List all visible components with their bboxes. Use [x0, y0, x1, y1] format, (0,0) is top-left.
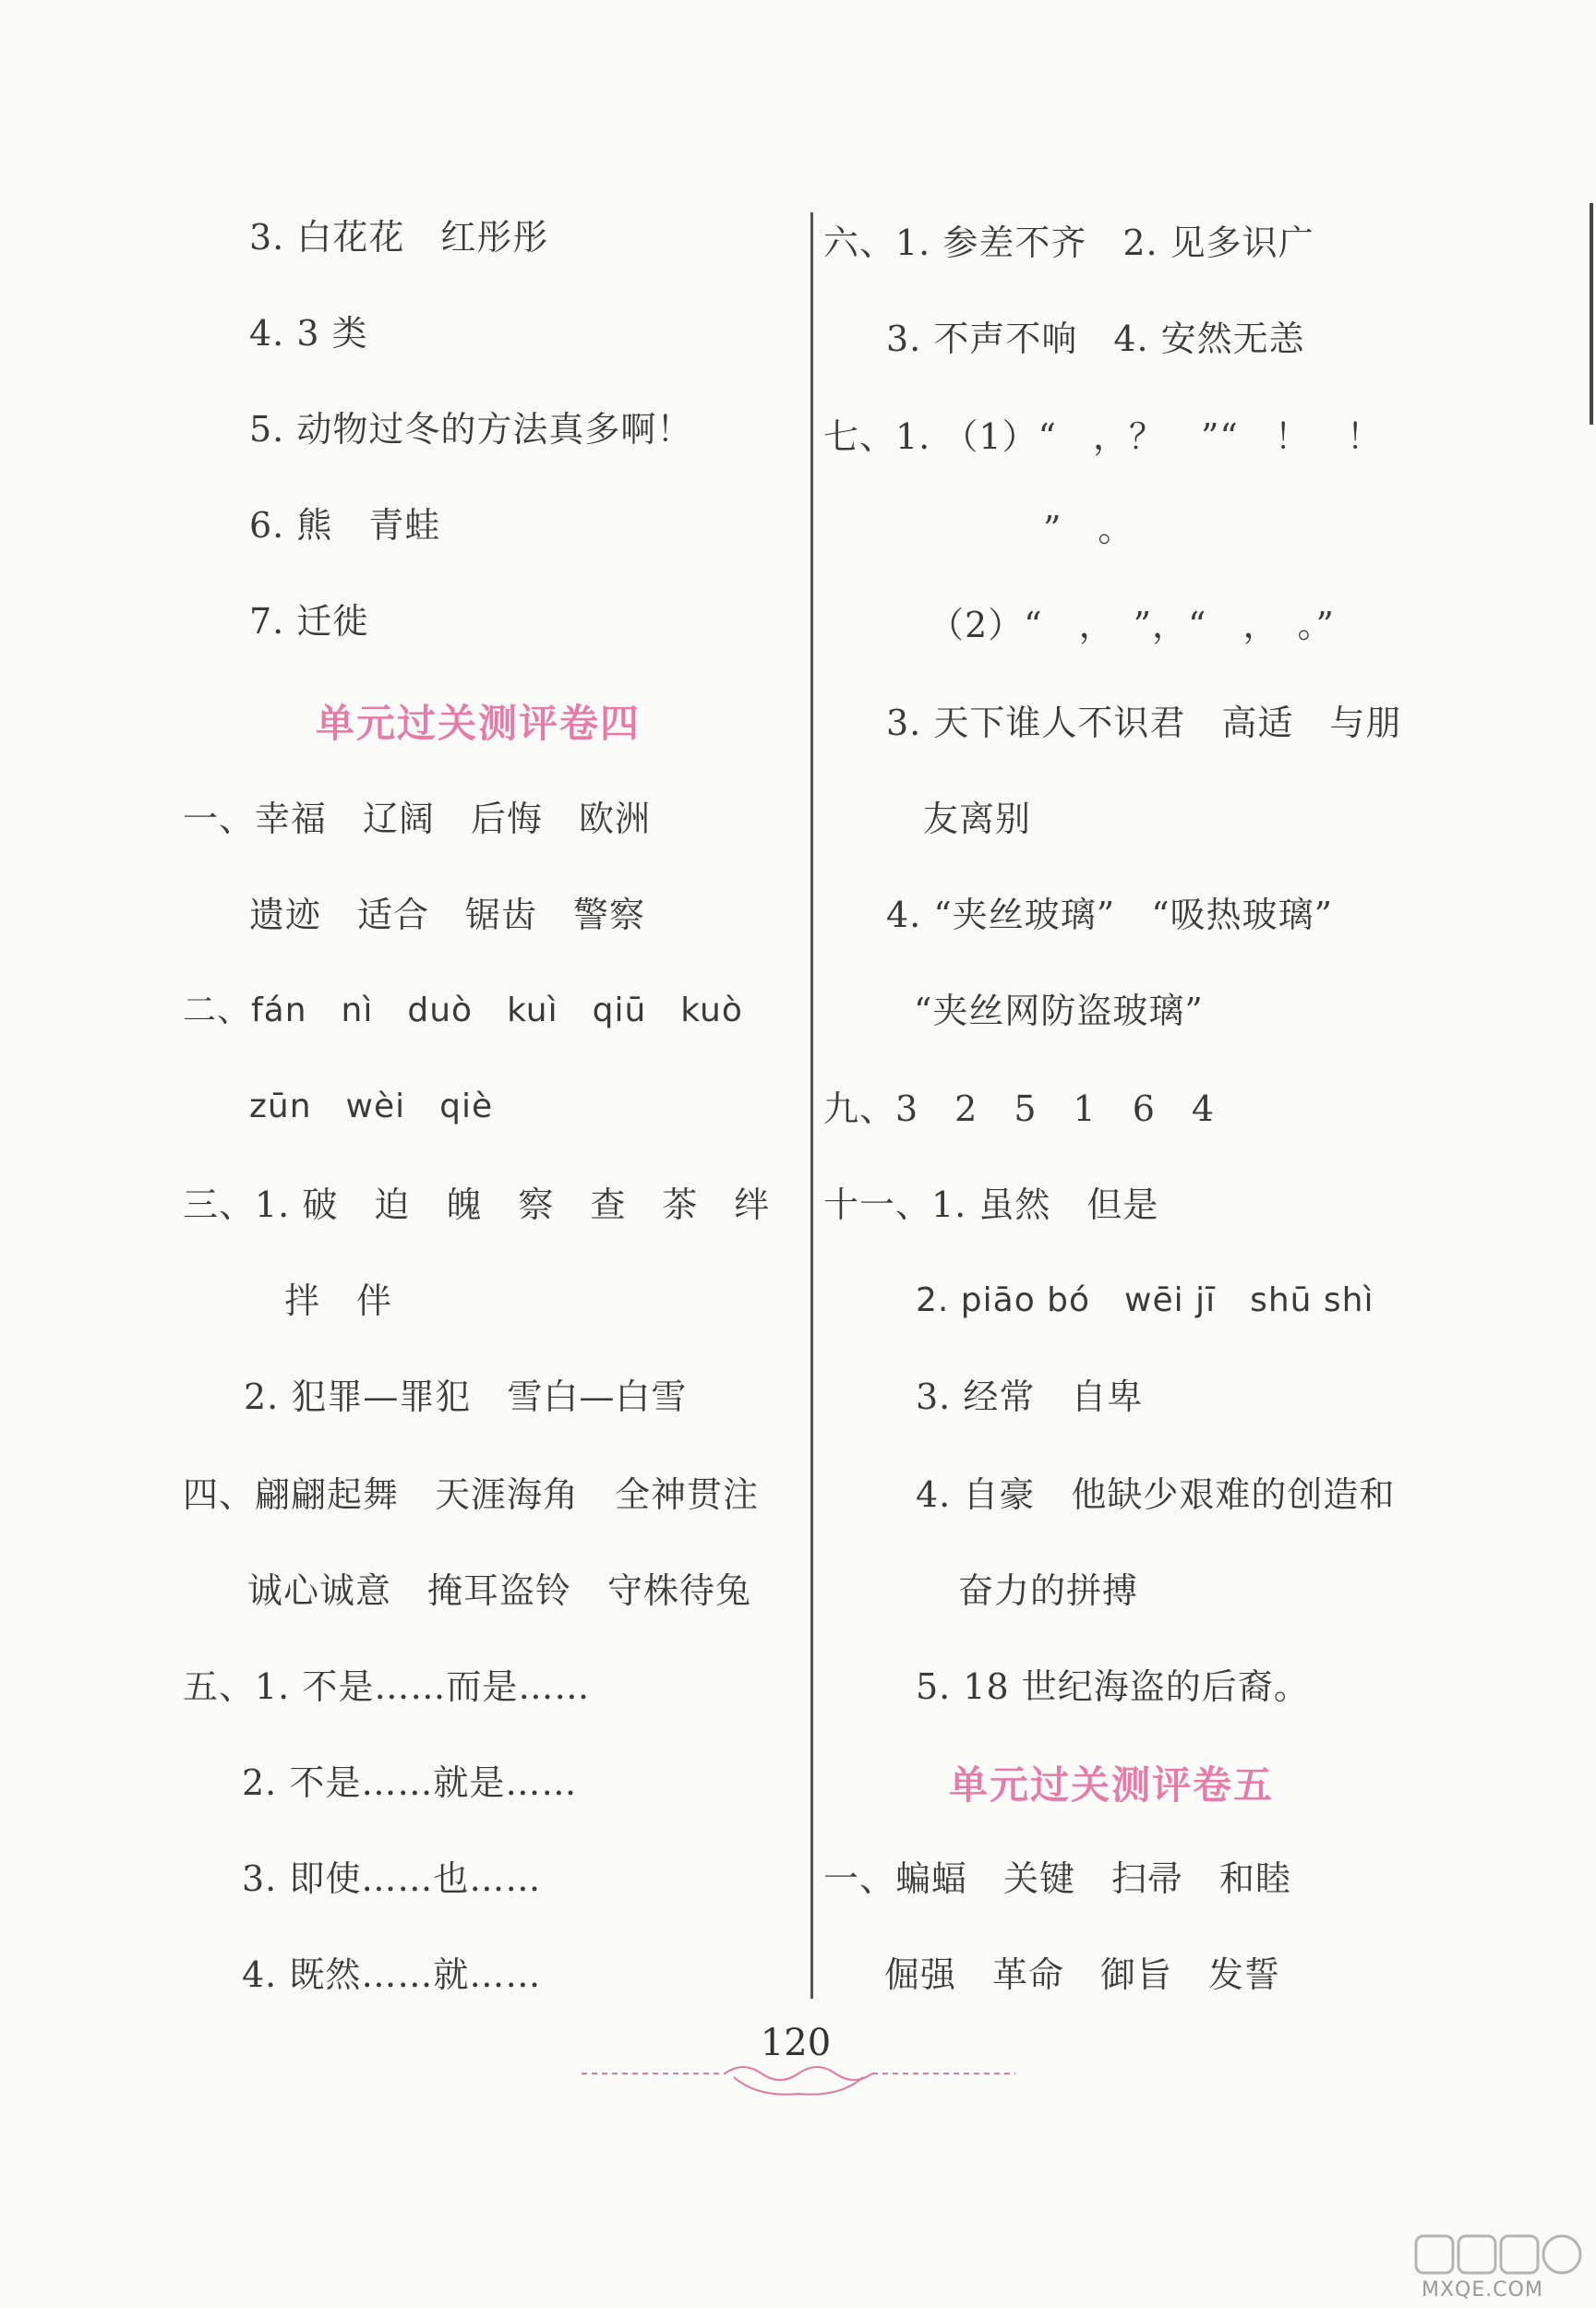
answer-line: 六、1. 参差不齐 2. 见多识广	[823, 222, 1314, 263]
answer-line: 3. 不声不响 4. 安然无恙	[886, 319, 1305, 359]
column-divider	[810, 212, 813, 1999]
answer-line: 倔强 革命 御旨 发誓	[884, 1954, 1281, 1995]
answer-line: 4. 3 类	[249, 313, 368, 354]
answer-line: 四、翩翩起舞 天涯海角 全神贯注	[183, 1474, 760, 1515]
page-number: 120	[760, 2022, 832, 2064]
section-heading-unit5: 单元过关测评卷五	[949, 1762, 1275, 1808]
answer-line: 奋力的拼搏	[958, 1570, 1139, 1611]
answer-line: 七、1. （1）“ ，？ ”“ ！ ！	[823, 416, 1383, 457]
section-heading-unit4: 单元过关测评卷四	[316, 701, 642, 746]
watermark-text: MXQE.COM	[1422, 2278, 1543, 2302]
answer-line: 五、1. 不是……而是……	[183, 1666, 591, 1707]
footer-ornament-icon	[582, 2057, 1015, 2103]
answer-line: 一、幸福 辽阔 后悔 欧洲	[183, 799, 652, 839]
answer-line: 拌 伴	[284, 1280, 393, 1321]
answer-line: 2. 犯罪—罪犯 雪白—白雪	[244, 1376, 688, 1417]
pinyin-line: 二、fán nì duò kuì qiū kuò	[183, 992, 743, 1029]
answer-line: 4. 既然……就……	[242, 1954, 542, 1995]
answer-line: 遗迹 适合 锯齿 警察	[249, 895, 646, 935]
answer-line: 5. 动物过冬的方法真多啊！	[249, 409, 693, 450]
answer-line: 2. 不是……就是……	[242, 1762, 578, 1803]
answer-line: 九、3 2 5 1 6 4	[823, 1088, 1216, 1129]
pinyin-line: zūn wèi qiè	[249, 1088, 494, 1125]
answer-line: 3. 经常 自卑	[916, 1376, 1144, 1417]
pinyin-line: 2. piāo bó wēi jī shū shì	[916, 1281, 1374, 1319]
answer-line: 友离别	[923, 799, 1032, 839]
answer-line: （2）“ ， ”，“ ， 。”	[929, 605, 1335, 645]
answer-line: 6. 熊 青蛙	[249, 505, 441, 546]
answer-line: 诚心诚意 掩耳盗铃 守株待兔	[247, 1570, 752, 1611]
answer-line: 5. 18 世纪海盗的后裔。	[916, 1666, 1310, 1707]
answer-line: 3. 白花花 红彤彤	[249, 217, 549, 258]
answer-line: 4. 自豪 他缺少艰难的创造和	[916, 1474, 1396, 1515]
answer-line: 7. 迁徙	[249, 601, 369, 642]
answer-line: 4. “夹丝玻璃” “吸热玻璃”	[886, 895, 1334, 935]
scan-edge-mark	[1590, 203, 1593, 425]
answer-line: ” 。	[1043, 509, 1134, 549]
answer-line: 3. 即使……也……	[242, 1858, 542, 1899]
answer-line: 3. 天下谁人不识君 高适 与朋	[886, 703, 1402, 743]
answer-line: 三、1. 破 迫 魄 察 查 茶 绊	[183, 1184, 771, 1225]
answer-line: “夹丝网防盗玻璃”	[914, 991, 1204, 1031]
answer-line: 一、蝙蝠 关键 扫帚 和睦	[823, 1858, 1292, 1899]
answer-line: 十一、1. 虽然 但是	[823, 1184, 1159, 1225]
